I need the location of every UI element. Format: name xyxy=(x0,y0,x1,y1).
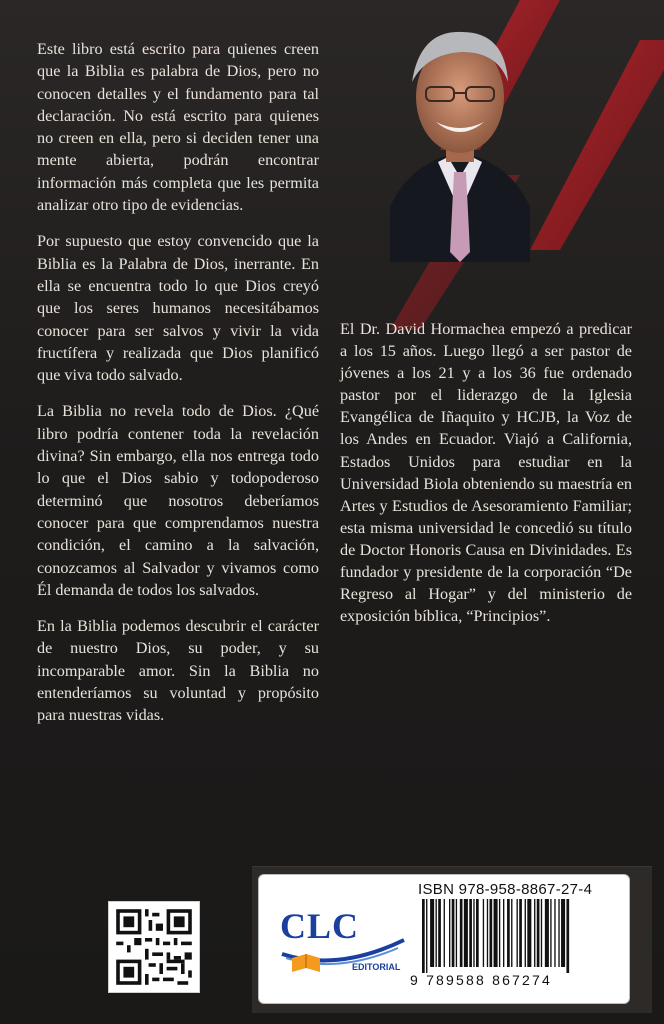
isbn-text: ISBN 978-958-8867-27-4 xyxy=(418,881,593,898)
author-bio: El Dr. David Hormachea empezó a predicar a los 15 años. Luego llegó a ser pastor de jóvenes a los 21 y a los 36 fue ordenado pastor por el liderazgo de la Iglesia Evangélica de Iñaquito y HCJB, la Voz de los Andes en Ecuador. Viajó a California, Estados Unidos para estudiar en la Universidad Biola obteniendo su maestría en Artes y Estudios de Asesoramiento Familiar; esta misma universidad le concedió su título de Doctor Honoris Causa en Divinidades. Es fundador y presidente de la corporación “De Regreso al Hogar” y del ministerio de exposición bíblica, “Principios”. xyxy=(340,320,632,626)
description-paragraph: En la Biblia podemos descubrir el carácter de nuestro Dios, su poder, y su incomparable amor. Sin la Biblia no entenderíamos su voluntad y propósito para nuestras vidas. xyxy=(37,617,319,725)
barcode-icon xyxy=(422,899,618,973)
barcode-digits: 9 789588 867274 xyxy=(410,972,552,988)
author-bio-column xyxy=(340,318,632,627)
description-paragraph: Por supuesto que estoy convencido que la Biblia es la Palabra de Dios, inerrante. En ella se encuentra todo lo que Dios creyó que los seres humanos necesitábamos conocer para ser salvos y vivir la vida fructífera y realizada que Dios planificó que viva todo salvado. xyxy=(37,232,319,385)
description-paragraph: La Biblia no revela todo de Dios. ¿Qué libro podría contener toda la revelación divina? Sin embargo, ella nos entrega todo lo que el Dios sabio y todopoderoso determinó que nosotros deberíamos conocer para que comprendamos nuestra condición, el camino a la salvación, conozcamos al Salvador y vivamos como Él demanda de todos los salvados. xyxy=(37,402,319,599)
publisher-logo-text: CLC xyxy=(280,906,360,946)
publisher-logo-subtext: EDITORIAL xyxy=(352,962,401,972)
author-photo xyxy=(380,12,540,262)
description-paragraph: Este libro está escrito para quienes creen que la Biblia es palabra de Dios, pero no conocen detalles y el fundamento para tal declaración. No está escrito para quienes no creen en ella, pero si deciden tener una mente abierta, podrán encontrar información más completa que les permita analizar otro tipo de evidencias. xyxy=(37,40,319,215)
qr-code-icon xyxy=(108,901,200,993)
description-column xyxy=(37,38,319,741)
